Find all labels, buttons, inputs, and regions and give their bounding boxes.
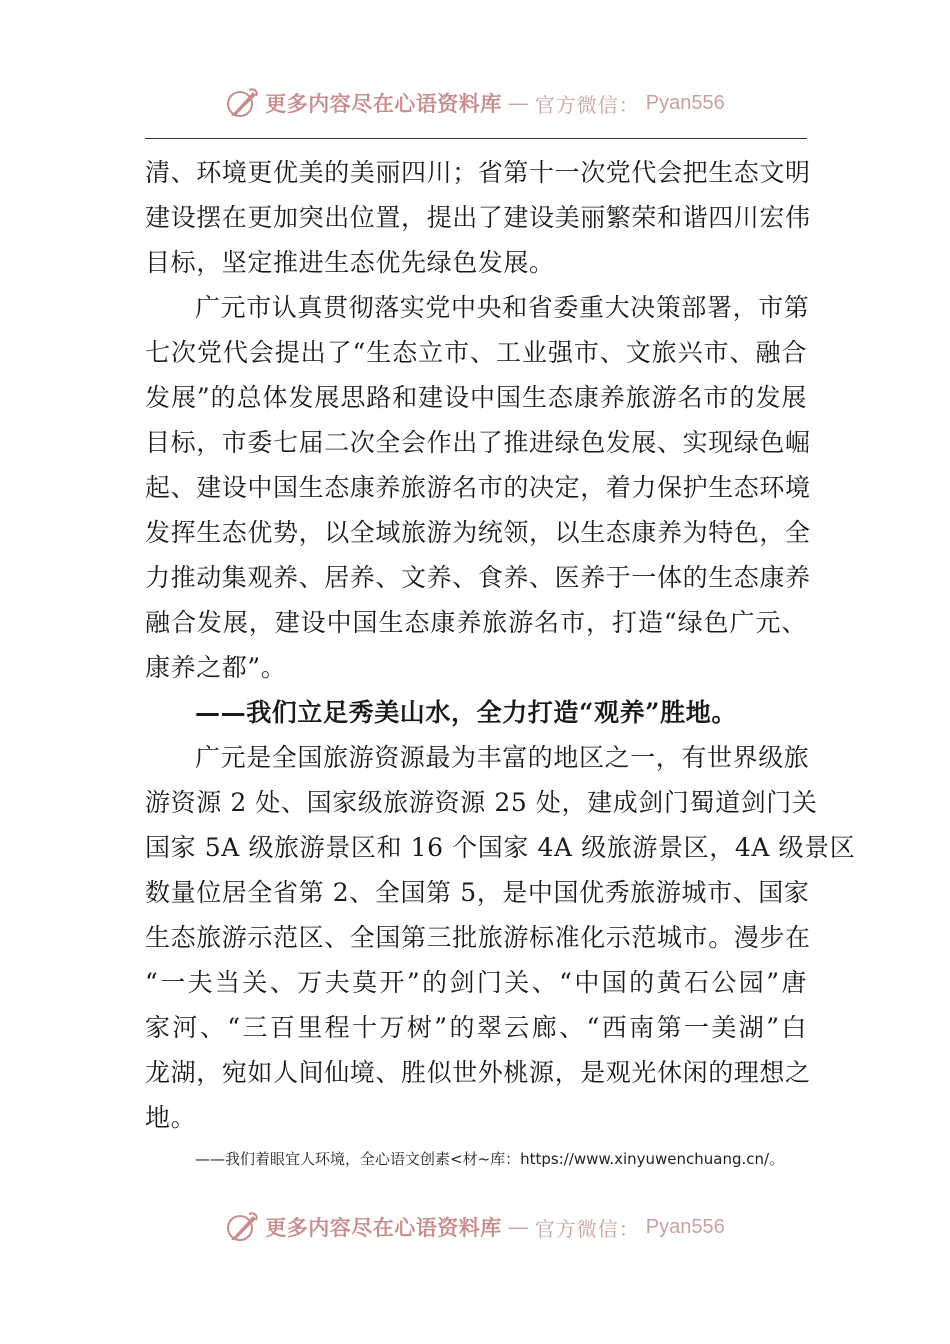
text-line: 国家 5A 级旅游景区和 16 个国家 4A 级旅游景区，4A 级景区 [145,833,856,862]
text-line: 目标，坚定推进生态优先绿色发展。 [145,248,555,277]
text-line: 数量位居全省第 2、全国第 5，是中国优秀旅游城市、国家 [145,878,810,907]
text-line: 龙湖，宛如人间仙境、胜似世外桃源，是观光休闲的理想之 [145,1058,811,1087]
text-line: 七次党代会提出了“生态立市、工业强市、文旅兴市、融合 [145,338,807,367]
banner-brand-text: 更多内容尽在心语资料库 [265,91,502,116]
footnote-link-text: ——我们着眼宜人环境，全心语文创素<材~库：https://www.xinyuwenchuang.cn/。 [195,1150,785,1168]
document-body [145,150,856,1140]
text-line: 康养之都”。 [145,653,287,682]
text-line: 发展”的总体发展思路和建设中国生态康养旅游名市的发展 [145,383,807,412]
text-line: 生态旅游示范区、全国第三批旅游标准化示范城市。漫步在 [145,923,811,952]
section-heading: ——我们立足秀美山水，全力打造“观养”胜地。 [195,698,737,727]
footer-watermark-banner [0,1210,950,1244]
banner-wechat-id: Pyan556 [645,1215,725,1238]
banner-wechat-id: Pyan556 [645,91,725,114]
paragraph-first-line: 广元市认真贯彻落实党中央和省委重大决策部署，市第 [195,293,810,322]
text-line: 清、环境更优美的美丽四川；省第十一次党代会把生态文明 [145,158,811,187]
text-line: 力推动集观养、居养、文养、食养、医养于一体的生态康养 [145,563,811,592]
text-line: 起、建设中国生态康养旅游名市的决定，着力保护生态环境 [145,473,811,502]
text-line: 发挥生态优势，以全域旅游为统领，以生态康养为特色，全 [145,518,811,547]
banner-wechat-label: 官方微信： [534,1216,640,1241]
banner-brand-text: 更多内容尽在心语资料库 [265,1215,502,1240]
header-watermark-banner [0,86,950,120]
banner-separator: — [507,1215,529,1239]
banner-separator: — [507,91,529,115]
quill-pen-logo-icon [225,86,259,120]
quill-pen-logo-icon [225,1210,259,1244]
text-line: 目标，市委七届二次全会作出了推进绿色发展、实现绿色崛 [145,428,811,457]
header-divider [145,138,807,139]
paragraph-first-line: 广元是全国旅游资源最为丰富的地区之一，有世界级旅 [195,743,810,772]
text-line: 家河、“三百里程十万树”的翠云廊、“西南第一美湖”白 [145,1013,807,1042]
text-line: 游资源 2 处、国家级旅游资源 25 处，建成剑门蜀道剑门关 [145,788,818,817]
text-line: 融合发展，建设中国生态康养旅游名市，打造“绿色广元、 [145,608,807,637]
text-line: 地。 [145,1103,197,1132]
text-line: 建设摆在更加突出位置，提出了建设美丽繁荣和谐四川宏伟 [145,203,811,232]
banner-wechat-label: 官方微信： [534,92,640,117]
text-line: “一夫当关、万夫莫开”的剑门关、“中国的黄石公园”唐 [145,968,807,997]
